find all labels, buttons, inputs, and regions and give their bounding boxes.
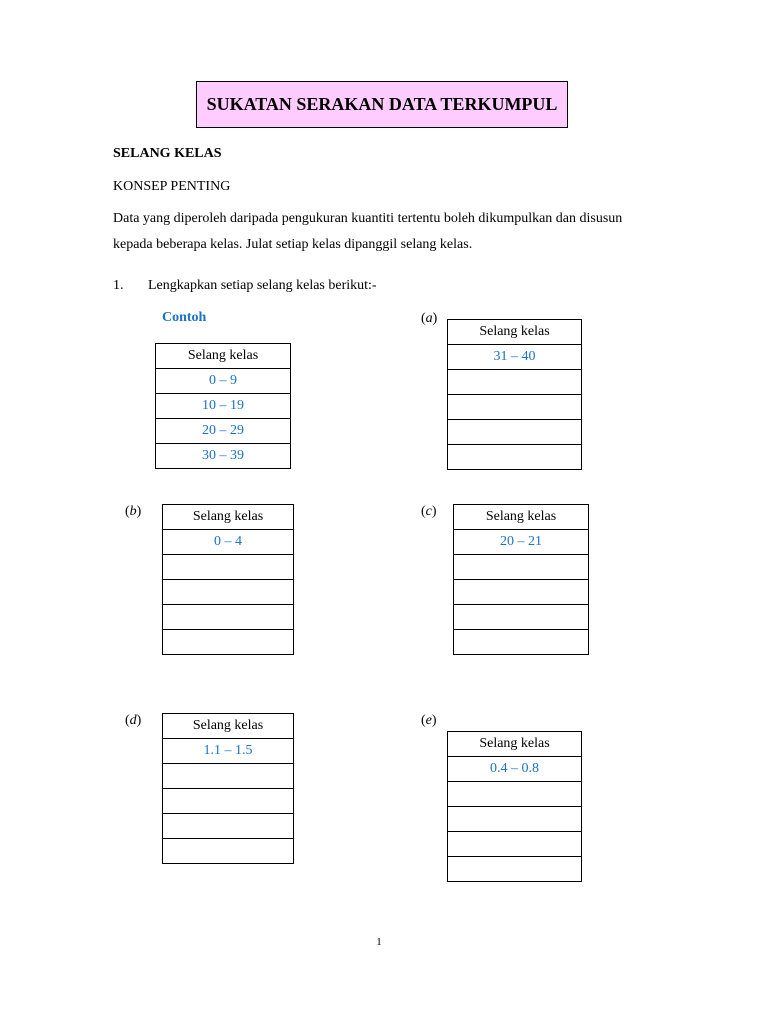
part-c-label: (c): [421, 504, 437, 519]
part-e-table: [447, 731, 582, 882]
table-cell: 10 – 19: [156, 394, 291, 419]
empty-cell[interactable]: [448, 782, 582, 807]
table-cell: 20 – 21: [454, 530, 589, 555]
empty-cell[interactable]: [448, 420, 582, 445]
part-e-label: (e): [421, 713, 437, 728]
table-cell: 0.4 – 0.8: [448, 757, 582, 782]
empty-cell[interactable]: [163, 789, 294, 814]
empty-cell[interactable]: [163, 839, 294, 864]
example-table: [155, 343, 291, 469]
question-text: Lengkapkan setiap selang kelas berikut:-: [148, 278, 377, 293]
part-a-label: (a): [421, 311, 438, 326]
empty-cell[interactable]: [448, 395, 582, 420]
table-cell: 0 – 4: [163, 530, 294, 555]
part-a-table: [447, 319, 582, 470]
empty-cell[interactable]: [163, 605, 294, 630]
empty-cell[interactable]: [163, 764, 294, 789]
table-header: Selang kelas: [163, 505, 294, 530]
subheading: KONSEP PENTING: [113, 179, 231, 194]
table-header: Selang kelas: [156, 344, 291, 369]
empty-cell[interactable]: [454, 605, 589, 630]
empty-cell[interactable]: [163, 555, 294, 580]
table-header: Selang kelas: [454, 505, 589, 530]
empty-cell[interactable]: [448, 832, 582, 857]
empty-cell[interactable]: [163, 630, 294, 655]
part-d-table: [162, 713, 294, 864]
table-header: Selang kelas: [448, 732, 582, 757]
question-number: 1.: [113, 278, 124, 293]
part-b-table: [162, 504, 294, 655]
empty-cell[interactable]: [454, 555, 589, 580]
table-cell: 20 – 29: [156, 419, 291, 444]
empty-cell[interactable]: [448, 857, 582, 882]
empty-cell[interactable]: [454, 630, 589, 655]
empty-cell[interactable]: [163, 814, 294, 839]
empty-cell[interactable]: [448, 807, 582, 832]
part-b-label: (b): [125, 504, 142, 519]
empty-cell[interactable]: [448, 445, 582, 470]
section-heading: SELANG KELAS: [113, 146, 222, 161]
empty-cell[interactable]: [163, 580, 294, 605]
table-cell: 0 – 9: [156, 369, 291, 394]
empty-cell[interactable]: [448, 370, 582, 395]
page-title: SUKATAN SERAKAN DATA TERKUMPUL: [196, 81, 568, 128]
paragraph: [113, 206, 673, 258]
table-cell: 31 – 40: [448, 345, 582, 370]
paragraph-line-1: Data yang diperoleh daripada pengukuran kuantiti tertentu boleh dikumpulkan dan disusun: [113, 211, 623, 226]
table-header: Selang kelas: [163, 714, 294, 739]
page-number: 1: [376, 936, 382, 948]
part-d-label: (d): [125, 713, 142, 728]
empty-cell[interactable]: [454, 580, 589, 605]
example-label: Contoh: [162, 310, 207, 325]
table-header: Selang kelas: [448, 320, 582, 345]
paragraph-line-2: kepada beberapa kelas. Julat setiap kelas dipanggil selang kelas.: [113, 237, 473, 252]
table-cell: 1.1 – 1.5: [163, 739, 294, 764]
table-cell: 30 – 39: [156, 444, 291, 469]
part-c-table: [453, 504, 589, 655]
